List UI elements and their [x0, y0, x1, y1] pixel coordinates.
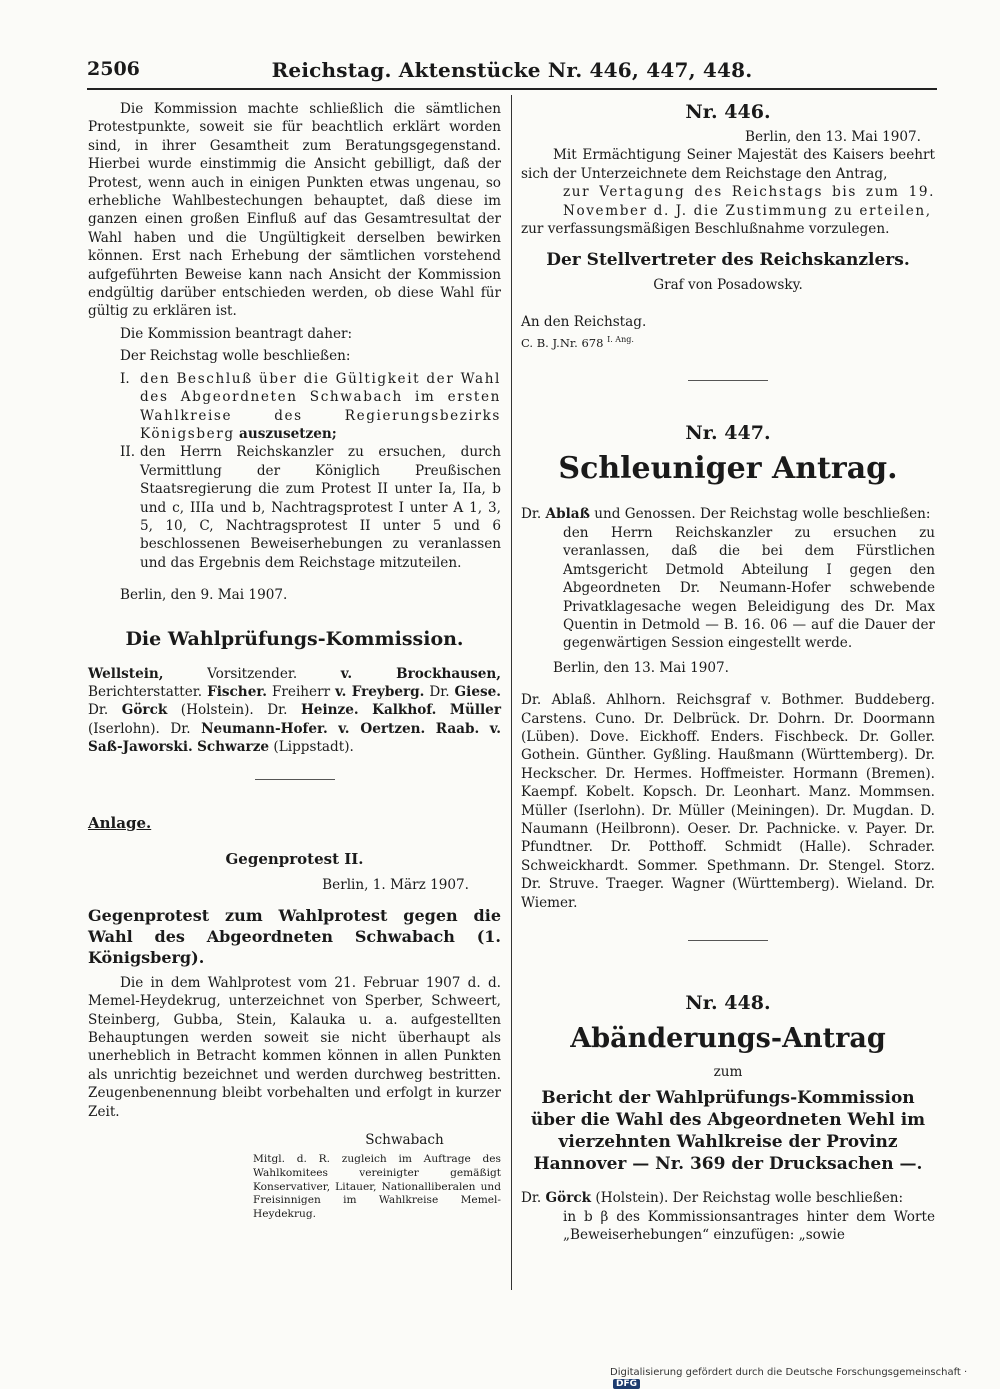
signers-447: Dr. Ablaß. Ahlhorn. Reichsgraf v. Bothmer. Buddeberg. Carstens. Cuno. Dr. Delbrück. Dr. Dohrn. Dr. Doormann (Lüben). Dove. Eickhoff. Enders. Fischbeck. Dr. Goller. Gothein. Günther. Gyßling. Haußmann (Württemberg). Dr. Heckscher. Dr. Hermes. Hoffmeister. Hormann (Bremen). Kaempf. Kobelt. Kopsch. Dr. Leonhart. Manz. Mommsen. Müller (Iserlohn). Dr. Müller (Meiningen). Dr. Mugdan. D. Naumann (Heilbronn). Oeser. Dr. Pachnicke. v. Payer. Dr. Pfundtner. Dr. Potthoff. Schmidt (Halle). Schrader. Schweickhardt. Sommer. Spethmann. Dr. Stengel. Storz. Dr. Struve. Traeger. Wagner (Württemberg). Wieland. Dr. Wiemer.	[521, 692, 935, 911]
motion-intro-448	[521, 1189, 935, 1207]
column-divider	[511, 95, 512, 1290]
document-number-448: Nr. 448.	[685, 992, 771, 1015]
counter-protest-title: Gegenprotest II.	[225, 850, 364, 868]
intro-name: Ablaß	[545, 506, 590, 523]
signature: Schwabach	[365, 1132, 444, 1149]
motion-text-448: in b β des Kommissionsantrages hinter dem Worte „Beweiserhebungen“ einzufügen: „sowie	[563, 1208, 935, 1244]
member-name: Raab.	[435, 720, 480, 737]
document-number-446: Nr. 446.	[685, 101, 771, 123]
resolution-text: den Herrn Reichskanzler zu ersuchen, durch Vermittlung der Königlich Preußischen Staatsregierung die zum Protest II unter Ia, IIa, b und c, IIIa und b, Nachtragsprotest I unter A 1, 3, 5, 10, C, Nachtragsprotest II unter 5 und 6 beschlossenen Beweiserhebungen zu veranlassen und das Ergebnis dem Reichstage mitzuteilen.	[140, 444, 501, 571]
resolution-number: II.	[120, 444, 136, 461]
intro-prefix: Dr.	[521, 506, 546, 523]
member-name: v. Oertzen.	[338, 720, 426, 737]
amendment-subtitle: Bericht der Wahlprüfungs-Kommission über die Wahl des Abgeordneten Wehl im vierzehnten Wahlkreise der Provinz Hannover — Nr. 369 der Drucksachen —.	[530, 1088, 926, 1175]
commission-motion-intro: Die Kommission beantragt daher:	[120, 325, 353, 342]
resolution-item-2	[88, 443, 501, 572]
deputy-chancellor-title: Der Stellvertreter des Reichskanzlers.	[546, 250, 910, 271]
counter-protest-text: Die in dem Wahlprotest vom 21. Februar 1907 d. d. Memel-Heydekrug, unterzeichnet von Sperber, Schweert, Steinberg, Gubba, Stein, Kalauka u. a. aufgestellten Behauptungen werden soweit sie nicht überhaupt als unerheblich in Betracht kommen können in allen Punkten als unrichtig bezeichnet und werden durchweg bestritten. Zeugenbenennung bleibt vorbehalten und erfolgt in kurzer Zeit.	[88, 974, 501, 1120]
member-text: (Iserlohn). Dr.	[88, 720, 202, 737]
adjournment-motion: zur Vertagung des Reichstags bis zum 19. November d. J. die Zustimmung zu erteilen,	[563, 184, 935, 219]
resolution-list	[88, 370, 501, 572]
member-text: (Holstein). Dr.	[167, 702, 301, 719]
member-text	[328, 721, 339, 737]
member-text: Freiherr	[267, 683, 336, 700]
motion-text-447: den Herrn Reichskanzler zu ersuchen zu veranlassen, daß die bei dem Fürstlichen Amtsgericht Detmold Abteilung I gegen den Abgeordneten Dr. Neumann-Hofer schwebende Privatklagesache wegen Beleidigung des Dr. Max Quentin in Detmold — B. 16. 06 — auf die Dauer der gegenwärtigen Session eingestellt werde.	[563, 524, 935, 652]
resolution-number: I.	[120, 370, 130, 387]
left-column	[88, 100, 501, 1221]
member-name: Müller	[449, 702, 501, 719]
appendix-label: Anlage.	[88, 813, 152, 832]
zum-label: zum	[713, 1064, 743, 1081]
motion-intro-447	[521, 505, 935, 523]
member-text	[359, 702, 373, 718]
intro-name: Görck	[545, 1190, 592, 1207]
member-name: Kalkhof.	[372, 702, 437, 719]
member-text: Dr.	[424, 683, 455, 700]
member-name: Neumann-Hofer.	[201, 720, 328, 737]
reference-number	[521, 331, 935, 352]
commission-title: Die Wahlprüfungs-Kommission.	[125, 627, 464, 650]
signature-note: Mitgl. d. R. zugleich im Auftrage des Wahlkomitees vereinigter gemäßigt Konservativer, Litauer, Nationalliberalen und Freisinnigen im Wahlkreise Memel-Heydekrug.	[253, 1153, 501, 1220]
member-name: Giese.	[454, 683, 502, 700]
commission-members	[88, 665, 501, 757]
page-number: 2506	[87, 58, 140, 80]
member-name: Görck	[121, 702, 168, 719]
member-name: v. Brockhausen,	[340, 665, 501, 682]
footer-text: Digitalisierung gefördert durch die Deutsche Forschungsgemeinschaft ·	[610, 1367, 968, 1378]
counter-protest-heading: Gegenprotest zum Wahlprotest gegen die Wahl des Abgeordneten Schwabach (1. Königsberg).	[88, 905, 501, 967]
deputy-chancellor-name: Graf von Posadowsky.	[653, 277, 803, 294]
intro-prefix: Dr.	[521, 1190, 546, 1207]
resolution-item-1	[88, 370, 501, 444]
member-text	[425, 721, 436, 737]
amendment-title: Abänderungs-Antrag	[570, 1023, 886, 1055]
dfg-logo-icon: DFG	[613, 1379, 640, 1389]
member-name: Fischer.	[207, 683, 267, 700]
document-number-447: Nr. 447.	[685, 422, 771, 445]
member-name: v. Freyberg.	[335, 683, 425, 700]
member-text	[479, 721, 490, 737]
member-name: Heinze.	[300, 702, 359, 719]
resolution-text: den Beschluß über die Gültigkeit der Wahl des Abgeordneten Schwabach im ersten Wahlkreise des Regierungsbezirks Königsberg	[140, 370, 501, 442]
intro-rest: (Holstein). Der Reichstag wolle beschließen:	[595, 1190, 904, 1207]
member-text: (Lippstadt).	[269, 739, 354, 756]
date-line-446: Berlin, den 13. Mai 1907.	[745, 129, 921, 145]
resolution-emphasis: auszusetzen;	[239, 425, 337, 442]
right-column	[521, 100, 935, 1245]
intro-rest: und Genossen. Der Reichstag wolle beschließen:	[594, 506, 931, 523]
member-name: v. Saß-Jaworski.	[88, 720, 501, 756]
authorization-text: Mit Ermächtigung Seiner Majestät des Kaisers beehrt sich der Unterzeichnete dem Reichstage den Antrag,	[521, 147, 935, 182]
member-text: Dr.	[88, 702, 122, 719]
running-title: Reichstag. Aktenstücke Nr. 446, 447, 448.	[271, 58, 753, 82]
date-line-447: Berlin, den 13. Mai 1907.	[553, 659, 729, 676]
member-text	[436, 702, 450, 718]
member-text: Berichterstatter.	[88, 683, 208, 700]
page-header	[87, 58, 937, 90]
reichstag-resolve-line: Der Reichstag wolle beschließen:	[120, 348, 351, 365]
member-name: Wellstein,	[88, 665, 164, 682]
counter-protest-date: Berlin, 1. März 1907.	[322, 877, 469, 894]
reference-main: C. B. J.Nr. 678	[521, 336, 604, 351]
submission-line: zur verfassungsmäßigen Beschlußnahme vorzulegen.	[521, 221, 890, 238]
member-name: Schwarze	[197, 739, 270, 756]
commission-paragraph: Die Kommission machte schließlich die sämtlichen Protestpunkte, soweit sie für beachtlich erklärt worden sind, in ihrer Gesamtheit zum Beratungsgegenstand. Hierbei wurde einstimmig die Ansicht gebilligt, daß der Protest, wenn auch in einigen Punkten etwas ungenau, so erhebliche Wahlbestechungen behauptet, daß diese im ganzen einen großen Einfluß auf das Gesamtresultat der Wahl haben und die Ungültigkeit derselben bewirken können. Erst nach Erhebung der sämtlichen vorstehend aufgeführten Beweise kann nach Ansicht der Kommission endgültig darüber entschieden werden, ob diese Wahl für gültig zu erklären ist.	[88, 101, 501, 320]
urgent-motion-title: Schleuniger Antrag.	[558, 451, 898, 487]
reference-sup: I. Ang.	[607, 335, 634, 345]
date-line: Berlin, den 9. Mai 1907.	[120, 587, 288, 604]
digitization-footer	[610, 1367, 1000, 1389]
member-text: Vorsitzender.	[163, 665, 341, 682]
addressee: An den Reichstag.	[521, 313, 647, 330]
